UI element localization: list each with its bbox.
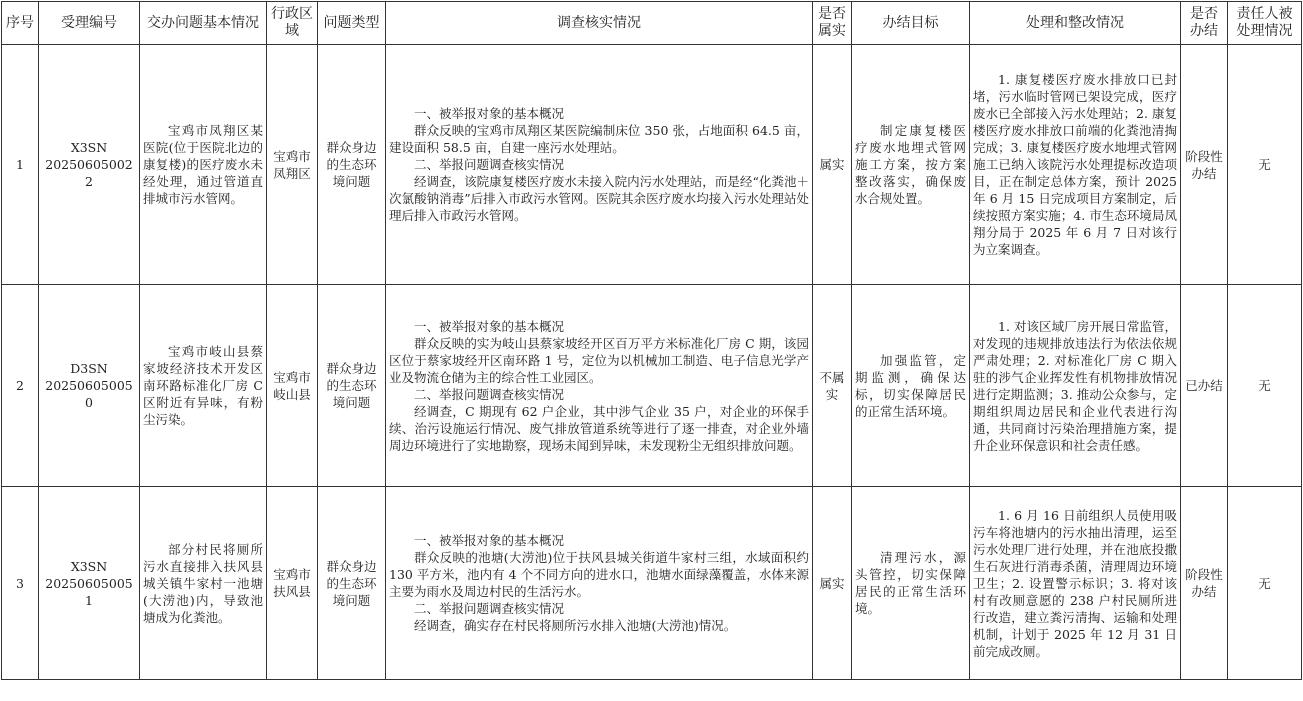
issue-text: 宝鸡市岐山县蔡家坡经济技术开发区南环路标准化厂房 C 区附近有异味，有粉尘污染。 xyxy=(143,344,263,427)
cell-seq: 1 xyxy=(2,45,39,285)
handling-text: 1. 对该区域厂房开展日常监管，对发现的违规排放违法行为依法依规严肃处理；2. 对标准化厂房 C 期入驻的涉气企业挥发性有机物排放情况进行定期监测；3. 推动公众参与，定期组织周边居民和企业代表进行沟通，共同商讨污染治理措施方案，提升企业环保意识和社会责任感。 xyxy=(973,318,1177,453)
id-number: 202506050051 xyxy=(45,575,133,608)
cell-id xyxy=(39,487,140,680)
cell-region: 宝鸡市岐山县 xyxy=(267,285,318,487)
cell-investigation xyxy=(386,285,813,487)
investigation-line: 二、举报问题调查核实情况 xyxy=(414,601,565,616)
issue-text: 部分村民将厕所污水直接排入扶风县城关镇牛家村一池塘(大涝池)内，导致池塘成为化粪池。 xyxy=(143,541,263,625)
cell-type: 群众身边的生态环境问题 xyxy=(318,487,386,680)
table-row xyxy=(2,487,1302,680)
cell-seq: 2 xyxy=(2,285,39,487)
investigation-line: 一、被举报对象的基本概况 xyxy=(414,533,565,548)
cell-region: 宝鸡市扶风县 xyxy=(267,487,318,680)
cell-type: 群众身边的生态环境问题 xyxy=(318,45,386,285)
header-region: 行政区域 xyxy=(267,2,318,45)
cell-region: 宝鸡市凤翔区 xyxy=(267,45,318,285)
id-prefix: D3SN xyxy=(70,361,108,376)
cell-type: 群众身边的生态环境问题 xyxy=(318,285,386,487)
table-row xyxy=(2,285,1302,487)
investigation-line: 一、被举报对象的基本概况 xyxy=(414,318,565,334)
investigation-line: 群众反映的实为岐山县蔡家坡经开区百万平方米标准化厂房 C 期，该园区位于蔡家坡经开区南环路 1 号，定位为以机械加工制造、电子信息光学产业及物流仓储为主的综合性工业园区。 xyxy=(389,335,809,385)
cell-done: 阶段性办结 xyxy=(1181,45,1228,285)
cell-id xyxy=(39,285,140,487)
cell-true-flag: 属实 xyxy=(813,45,852,285)
cell-true-flag: 不属实 xyxy=(813,285,852,487)
id-number: 202506050022 xyxy=(45,157,133,189)
cell-accountability: 无 xyxy=(1228,45,1302,285)
cell-accountability: 无 xyxy=(1228,285,1302,487)
investigation-line: 二、举报问题调查核实情况 xyxy=(414,157,565,172)
investigation-line: 群众反映的池塘(大涝池)位于扶风县城关街道牛家村三组，水域面积约 130 平方米，池内有 4 个不同方向的进水口，池塘水面绿藻覆盖，水体来源主要为雨水及周边村民的生活污水。 xyxy=(389,550,809,599)
cell-goal xyxy=(852,285,970,487)
header-accountability: 责任人被处理情况 xyxy=(1228,2,1302,45)
cell-handling xyxy=(970,285,1181,487)
issue-text: 宝鸡市凤翔区某医院(位于医院北边的康复楼)的医疗废水未经处理，通过管道直排城市污水管网。 xyxy=(143,123,263,206)
cell-handling xyxy=(970,45,1181,285)
goal-text: 加强监管，定期监测，确保达标，切实保障居民的正常生活环境。 xyxy=(855,352,966,419)
cell-id xyxy=(39,45,140,285)
header-done: 是否办结 xyxy=(1181,2,1228,45)
header-goal: 办结目标 xyxy=(852,2,970,45)
investigation-line: 经调查，该院康复楼医疗废水未接入院内污水处理站，而是经“化粪池＋次氯酸钠消毒”后排入市政污水管网。医院其余医疗废水均接入污水处理站处理后排入市政污水管网。 xyxy=(389,174,809,223)
investigation-line: 经调查，确实存在村民将厕所污水排入池塘(大涝池)情况。 xyxy=(414,618,737,633)
handling-text: 1. 康复楼医疗废水排放口已封堵，污水临时管网已架设完成，医疗废水已全部接入污水处理站；2. 康复楼医疗废水排放口前端的化粪池清掏完成；3. 康复楼医疗废水地埋式管网施工已纳入该院污水处理提标改造项目，正在制定总体方案，预计 2025 年 6 月 15 日完成项目方案制定，后续按照方案实施；4. 市生态环境局凤翔分局于 2025 年 6 月 7 日对该行为立案调查。 xyxy=(973,72,1177,257)
header-true-flag: 是否属实 xyxy=(813,2,852,45)
goal-text: 制定康复楼医疗废水地埋式管网施工方案，按方案整改落实，确保废水合规处置。 xyxy=(855,123,966,206)
header-row xyxy=(2,2,1302,45)
header-issue: 交办问题基本情况 xyxy=(140,2,267,45)
cell-investigation xyxy=(386,487,813,680)
goal-text: 清理污水，源头管控，切实保障居民的正常生活环境。 xyxy=(855,550,966,616)
id-number: 202506050050 xyxy=(45,378,133,410)
cell-seq: 3 xyxy=(2,487,39,680)
cell-issue xyxy=(140,487,267,680)
investigation-line: 群众反映的宝鸡市凤翔区某医院编制床位 350 张，占地面积 64.5 亩，建设面积 58.5 亩，自建一座污水处理站。 xyxy=(389,123,809,155)
id-prefix: X3SN xyxy=(70,140,108,155)
cell-accountability: 无 xyxy=(1228,487,1302,680)
id-prefix: X3SN xyxy=(70,558,108,574)
investigation-line: 经调查，C 期现有 62 户企业，其中涉气企业 35 户，对企业的环保手续、治污设施运行情况、废气排放管道系统等进行了逐一排查，对企业外墙周边环境进行了实地勘察，现场未闻到异味，未发现粉尘无组织排放问题。 xyxy=(389,403,809,453)
cell-done: 阶段性办结 xyxy=(1181,487,1228,680)
investigation-line: 一、被举报对象的基本概况 xyxy=(414,106,565,121)
header-investigation: 调查核实情况 xyxy=(386,2,813,45)
cell-investigation xyxy=(386,45,813,285)
handling-text: 1. 6 月 16 日前组织人员使用吸污车将池塘内的污水抽出清理，运至污水处理厂进行处理，并在池底投撒生石灰进行消毒杀菌，清理周边环境卫生；2. 设置警示标识；3. 将对该村有改厕意愿的 238 户村民厕所进行改造，建立粪污清掏、运输和处理机制，计划于 2025 年 12 月 31 日前完成改厕。 xyxy=(973,507,1177,659)
header-type: 问题类型 xyxy=(318,2,386,45)
cell-goal xyxy=(852,487,970,680)
investigation-line: 二、举报问题调查核实情况 xyxy=(414,386,565,402)
header-id: 受理编号 xyxy=(39,2,140,45)
cell-goal xyxy=(852,45,970,285)
header-handling: 处理和整改情况 xyxy=(970,2,1181,45)
supervision-report-table xyxy=(1,1,1302,680)
cell-issue xyxy=(140,45,267,285)
cell-done: 已办结 xyxy=(1181,285,1228,487)
cell-handling xyxy=(970,487,1181,680)
table-row xyxy=(2,45,1302,285)
header-seq: 序号 xyxy=(2,2,39,45)
cell-true-flag: 属实 xyxy=(813,487,852,680)
cell-issue xyxy=(140,285,267,487)
